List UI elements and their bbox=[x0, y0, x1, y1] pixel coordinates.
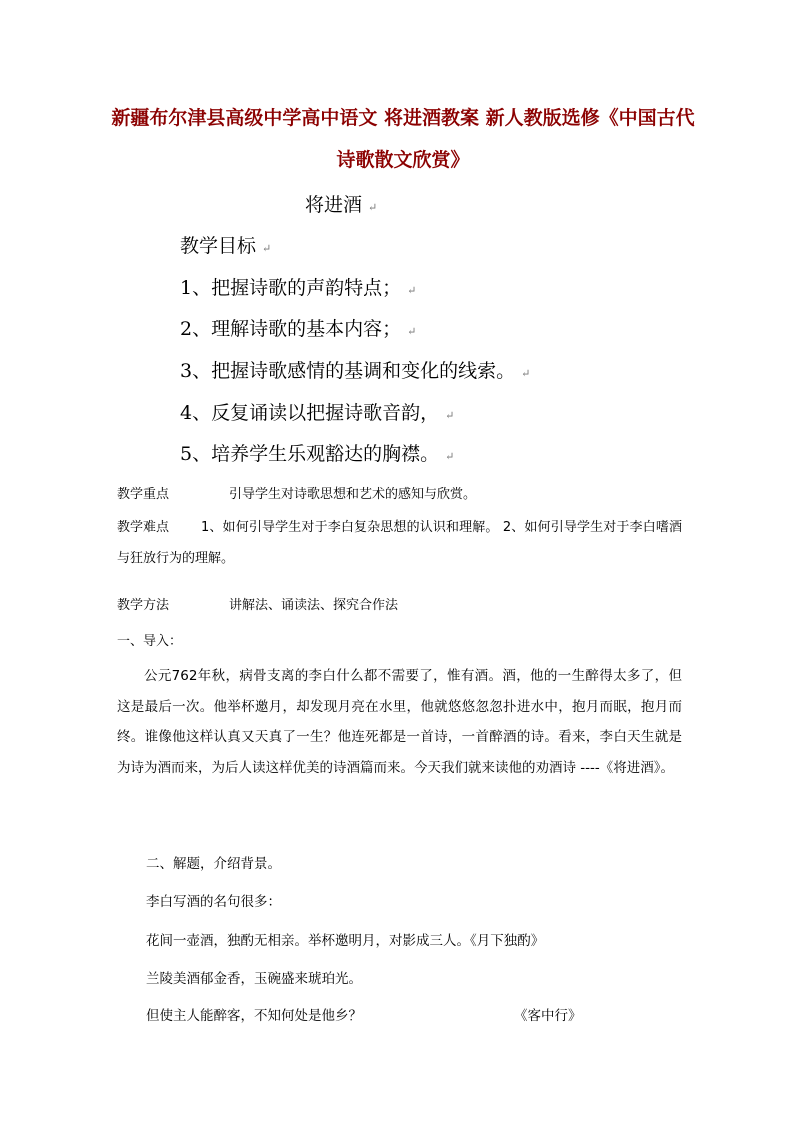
objective-text: 2、理解诗歌的基本内容； bbox=[180, 318, 402, 340]
poem-line: 花间一壶酒，独酌无相亲。举杯邀明月，对影成三人。《月下独酌》 bbox=[146, 933, 545, 949]
objective-text: 5、培养学生乐观豁达的胸襟。 bbox=[180, 443, 440, 465]
poem-title-text: 将进酒 bbox=[305, 194, 363, 216]
paragraph-mark-icon: ↵ bbox=[521, 367, 531, 380]
objective-text: 1、把握诗歌的声韵特点； bbox=[180, 277, 402, 299]
paragraph-mark-icon: ↵ bbox=[407, 284, 417, 297]
section1-heading: 一、导入： bbox=[117, 634, 183, 649]
difficulties-label: 教学难点 bbox=[117, 520, 170, 535]
poem-line: 兰陵美酒郁金香，玉碗盛来琥珀光。 bbox=[146, 971, 362, 987]
paragraph-mark-icon: ↵ bbox=[445, 450, 455, 463]
objective-item bbox=[180, 314, 416, 341]
objectives-heading bbox=[180, 231, 271, 258]
poem-title bbox=[305, 190, 377, 217]
poem-line: 但使主人能醉客，不知何处是他乡？ bbox=[146, 1008, 362, 1024]
section2-heading: 二、解题，介绍背景。 bbox=[146, 856, 281, 872]
document-title: 新疆布尔津县高级中学高中语文 将进酒教案 新人教版选修《中国古代诗歌散文欣赏》 bbox=[111, 107, 695, 171]
objective-item bbox=[180, 439, 454, 466]
key-points-text: 引导学生对诗歌思想和艺术的感知与欣赏。 bbox=[229, 487, 477, 502]
intro-paragraph: 公元762年秋，病骨支离的李白什么都不需要了，惟有酒。酒，他的一生醉得太多了，但这是最后一次。他举杯邀月，却发现月亮在水里，他就悠悠忽忽扑进水中，抱月而眠，抱月而终。谁像他这样认真又天真了一生？他连死都是一首诗，一首醉酒的诗。看来，李白天生就是为诗为酒而来，为后人读这样优美的诗酒篇而来。今天我们就来读他的劝酒诗 ----《将进酒》。 bbox=[117, 668, 682, 776]
objective-item bbox=[180, 398, 454, 425]
key-points-row bbox=[117, 483, 476, 502]
paragraph-mark-icon: ↵ bbox=[368, 201, 378, 214]
paragraph-mark-icon: ↵ bbox=[445, 409, 455, 422]
difficulties-row bbox=[117, 513, 682, 574]
famous-lines-intro: 李白写酒的名句很多： bbox=[146, 894, 281, 910]
objective-text: 4、反复诵读以把握诗歌音韵， bbox=[180, 402, 440, 424]
difficulties-text: 1、如何引导学生对于李白复杂思想的认识和理解。 2、如何引导学生对于李白嗜酒与狂放行为的理解。 bbox=[117, 520, 682, 566]
objective-text: 3、把握诗歌感情的基调和变化的线索。 bbox=[180, 360, 516, 382]
objective-item bbox=[180, 356, 530, 383]
paragraph-mark-icon: ↵ bbox=[262, 242, 272, 255]
objectives-heading-text: 教学目标 bbox=[180, 235, 257, 257]
paragraph-mark-icon: ↵ bbox=[407, 325, 417, 338]
methods-text: 讲解法、诵读法、探究合作法 bbox=[229, 598, 399, 613]
methods-row bbox=[117, 594, 398, 613]
objective-item bbox=[180, 273, 416, 300]
key-points-label: 教学重点 bbox=[117, 487, 170, 502]
poem-source: 《客中行》 bbox=[514, 1008, 582, 1024]
methods-label: 教学方法 bbox=[117, 598, 170, 613]
